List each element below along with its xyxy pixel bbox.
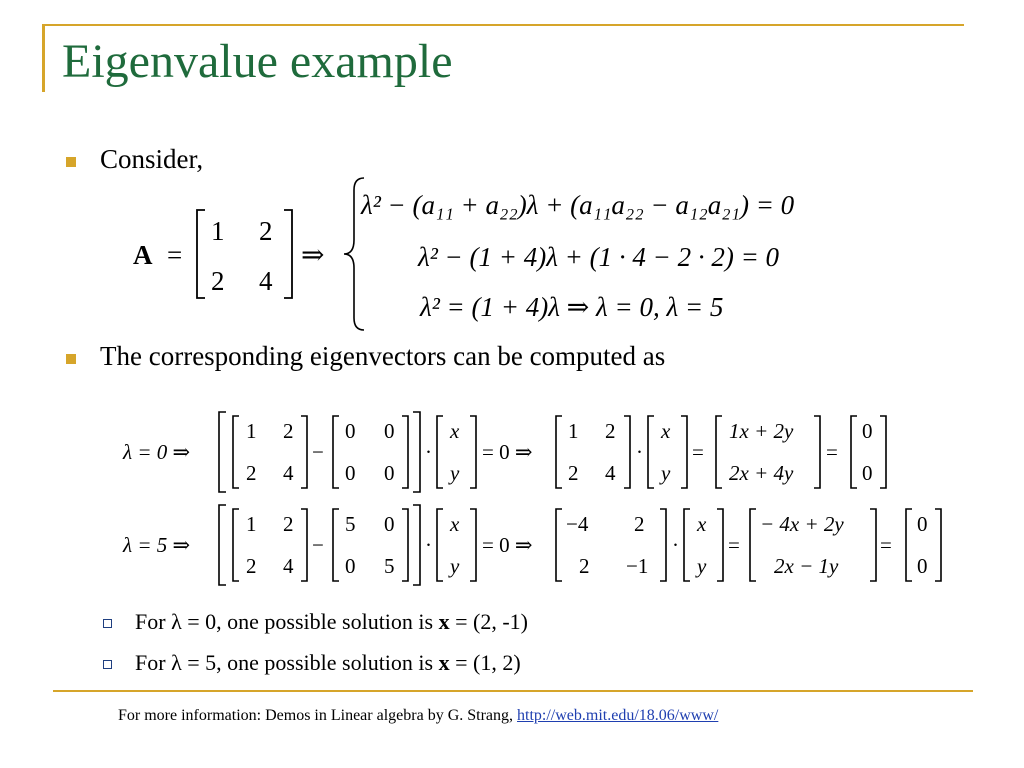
- char-eq-line-2: λ² − (1 + 4)λ + (1 · 4 − 2 · 2) = 0: [418, 242, 780, 272]
- row1-zero-1: 0: [862, 419, 873, 443]
- bullet-text-2: The corresponding eigenvectors can be computed as: [100, 341, 666, 371]
- row1-outer-bracket-left: [219, 412, 226, 492]
- row2-M-bracket-left: [556, 509, 562, 581]
- sub-bullet-2-post: = (1, 2): [449, 650, 521, 675]
- row2-A-12: 2: [283, 512, 294, 536]
- row2-prod-1: − 4x + 2y: [760, 512, 844, 536]
- bracket-right: [284, 210, 292, 298]
- row1-M-bracket-left: [556, 416, 562, 488]
- bracket-left: [197, 210, 205, 298]
- row2-M-21: 2: [579, 554, 590, 578]
- row1-A-12: 2: [283, 419, 294, 443]
- row1-eq0: = 0 ⇒: [482, 440, 533, 464]
- row1-A-bracket-right: [301, 416, 307, 488]
- row2-vec-x: x: [450, 512, 460, 536]
- row1-prod-2: 2x + 4y: [729, 461, 794, 485]
- sub-bullet-box-icon: [103, 660, 112, 669]
- row2-prod-bracket-right: [870, 509, 876, 581]
- row1-lambdaI-11: 0: [345, 419, 356, 443]
- row1-zero-2: 0: [862, 461, 873, 485]
- row2-minus: −: [312, 533, 324, 557]
- row2-A-11: 1: [246, 512, 257, 536]
- char-eq-line-1: λ² − (a₁₁ + a₂₂)λ + (a₁₁a₂₂ − a₁₂a₂₁) = 0: [361, 190, 795, 220]
- row1-vec2-y: y: [661, 461, 671, 485]
- sub-bullet-1-lambda: λ = 0: [171, 609, 217, 634]
- row1-vec2-x: x: [661, 419, 671, 443]
- row1-lambdaI-12: 0: [384, 419, 395, 443]
- row2-A-21: 2: [246, 554, 257, 578]
- row2-vec2-y: y: [697, 554, 707, 578]
- matrix-a-21: 2: [211, 266, 225, 296]
- row2-vec-y: y: [450, 554, 460, 578]
- row1-vec-bracket-left: [437, 416, 443, 488]
- row1-dot2: ·: [636, 440, 643, 464]
- row2-outer-bracket-right: [413, 505, 420, 585]
- sub-bullet-text-2: [135, 652, 521, 674]
- sub-bullet-text-1: [135, 611, 528, 633]
- sub-bullet-2-mid: , one possible solution is: [216, 650, 439, 675]
- row1-zero-bracket-left: [851, 416, 857, 488]
- sub-bullet-2-lambda: λ = 5: [171, 650, 217, 675]
- row2-prod-bracket-left: [750, 509, 756, 581]
- matrix-a-22: 4: [259, 266, 273, 296]
- row1-zero-bracket-right: [880, 416, 886, 488]
- sub-bullet-1-post: = (2, -1): [449, 609, 528, 634]
- row1-M-11: 1: [568, 419, 579, 443]
- sub-bullet-1-vec: x: [438, 609, 450, 634]
- row1-A-22: 4: [283, 461, 294, 485]
- matrix-name: A: [133, 240, 153, 270]
- row2-outer-bracket-left: [219, 505, 226, 585]
- row1-A-11: 1: [246, 419, 257, 443]
- row1-equals2: =: [826, 440, 838, 464]
- row2-lambdaI-11: 5: [345, 512, 356, 536]
- row1-vec2-bracket-left: [648, 416, 654, 488]
- row2-vec2-bracket-left: [684, 509, 690, 581]
- row2-eq0: = 0 ⇒: [482, 533, 533, 557]
- row2-lambda: λ = 5 ⇒: [123, 533, 191, 557]
- row1-minus: −: [312, 440, 324, 464]
- row1-vec-bracket-right: [470, 416, 476, 488]
- implies-arrow: ⇒: [301, 240, 325, 271]
- row1-lambdaI-21: 0: [345, 461, 356, 485]
- row2-lambdaI-bracket-right: [402, 509, 408, 581]
- row2-equals2: =: [880, 533, 892, 557]
- row2-A-bracket-left: [233, 509, 239, 581]
- row2-zero-bracket-right: [935, 509, 941, 581]
- row1-A-21: 2: [246, 461, 257, 485]
- sub-bullet-1-pre: For: [135, 609, 172, 634]
- row1-M-22: 4: [605, 461, 616, 485]
- row2-M-22: −1: [626, 554, 649, 578]
- row1-equals: =: [692, 440, 704, 464]
- row2-A-bracket-right: [301, 509, 307, 581]
- sub-bullet-box-icon: [103, 619, 112, 628]
- row1-M-21: 2: [568, 461, 579, 485]
- row1-dot: ·: [425, 440, 432, 464]
- row2-M-11: −4: [566, 512, 589, 536]
- row2-lambdaI-21: 0: [345, 554, 356, 578]
- row2-zero-1: 0: [917, 512, 928, 536]
- equals-sign: =: [167, 240, 183, 270]
- row2-zero-bracket-left: [906, 509, 912, 581]
- footer-rule: [53, 690, 973, 692]
- row1-lambdaI-22: 0: [384, 461, 395, 485]
- row2-dot2: ·: [672, 533, 679, 557]
- footer: [118, 707, 718, 725]
- row1-outer-bracket-right: [413, 412, 420, 492]
- row1-lambda: λ = 0 ⇒: [123, 440, 191, 464]
- matrix-a-12: 2: [259, 216, 273, 246]
- row2-lambdaI-12: 0: [384, 512, 395, 536]
- row1-M-bracket-right: [624, 416, 630, 488]
- row2-vec2-bracket-right: [717, 509, 723, 581]
- row1-lambdaI-bracket-left: [333, 416, 339, 488]
- row1-vec-x: x: [450, 419, 460, 443]
- row2-M-bracket-right: [660, 509, 666, 581]
- row2-lambdaI-22: 5: [384, 554, 395, 578]
- char-eq-line-3: λ² = (1 + 4)λ ⇒ λ = 0, λ = 5: [420, 292, 724, 322]
- row1-M-12: 2: [605, 419, 616, 443]
- row1-prod-bracket-left: [716, 416, 722, 488]
- footer-link[interactable]: http://web.mit.edu/18.06/www/: [517, 707, 719, 724]
- sub-bullet-1-mid: , one possible solution is: [216, 609, 439, 634]
- row1-prod-1: 1x + 2y: [729, 419, 794, 443]
- row2-vec-bracket-left: [437, 509, 443, 581]
- bullet-text-1: Consider,: [100, 144, 204, 174]
- sub-bullet-2-vec: x: [438, 650, 450, 675]
- row1-lambdaI-bracket-right: [402, 416, 408, 488]
- row2-equals: =: [728, 533, 740, 557]
- footer-text: For more information: Demos in Linear algebra by G. Strang,: [118, 707, 518, 724]
- row1-vec-y: y: [450, 461, 460, 485]
- row2-vec2-x: x: [697, 512, 707, 536]
- row2-A-22: 4: [283, 554, 294, 578]
- row2-prod-2: 2x − 1y: [774, 554, 839, 578]
- row2-lambdaI-bracket-left: [333, 509, 339, 581]
- row1-A-bracket-left: [233, 416, 239, 488]
- row2-vec-bracket-right: [470, 509, 476, 581]
- row2-zero-2: 0: [917, 554, 928, 578]
- row2-dot: ·: [425, 533, 432, 557]
- slide-title: Eigenvalue example: [62, 35, 453, 88]
- matrix-a-11: 1: [211, 216, 225, 246]
- sub-bullet-2-pre: For: [135, 650, 172, 675]
- row1-vec2-bracket-right: [681, 416, 687, 488]
- row1-prod-bracket-right: [814, 416, 820, 488]
- row2-M-12: 2: [634, 512, 645, 536]
